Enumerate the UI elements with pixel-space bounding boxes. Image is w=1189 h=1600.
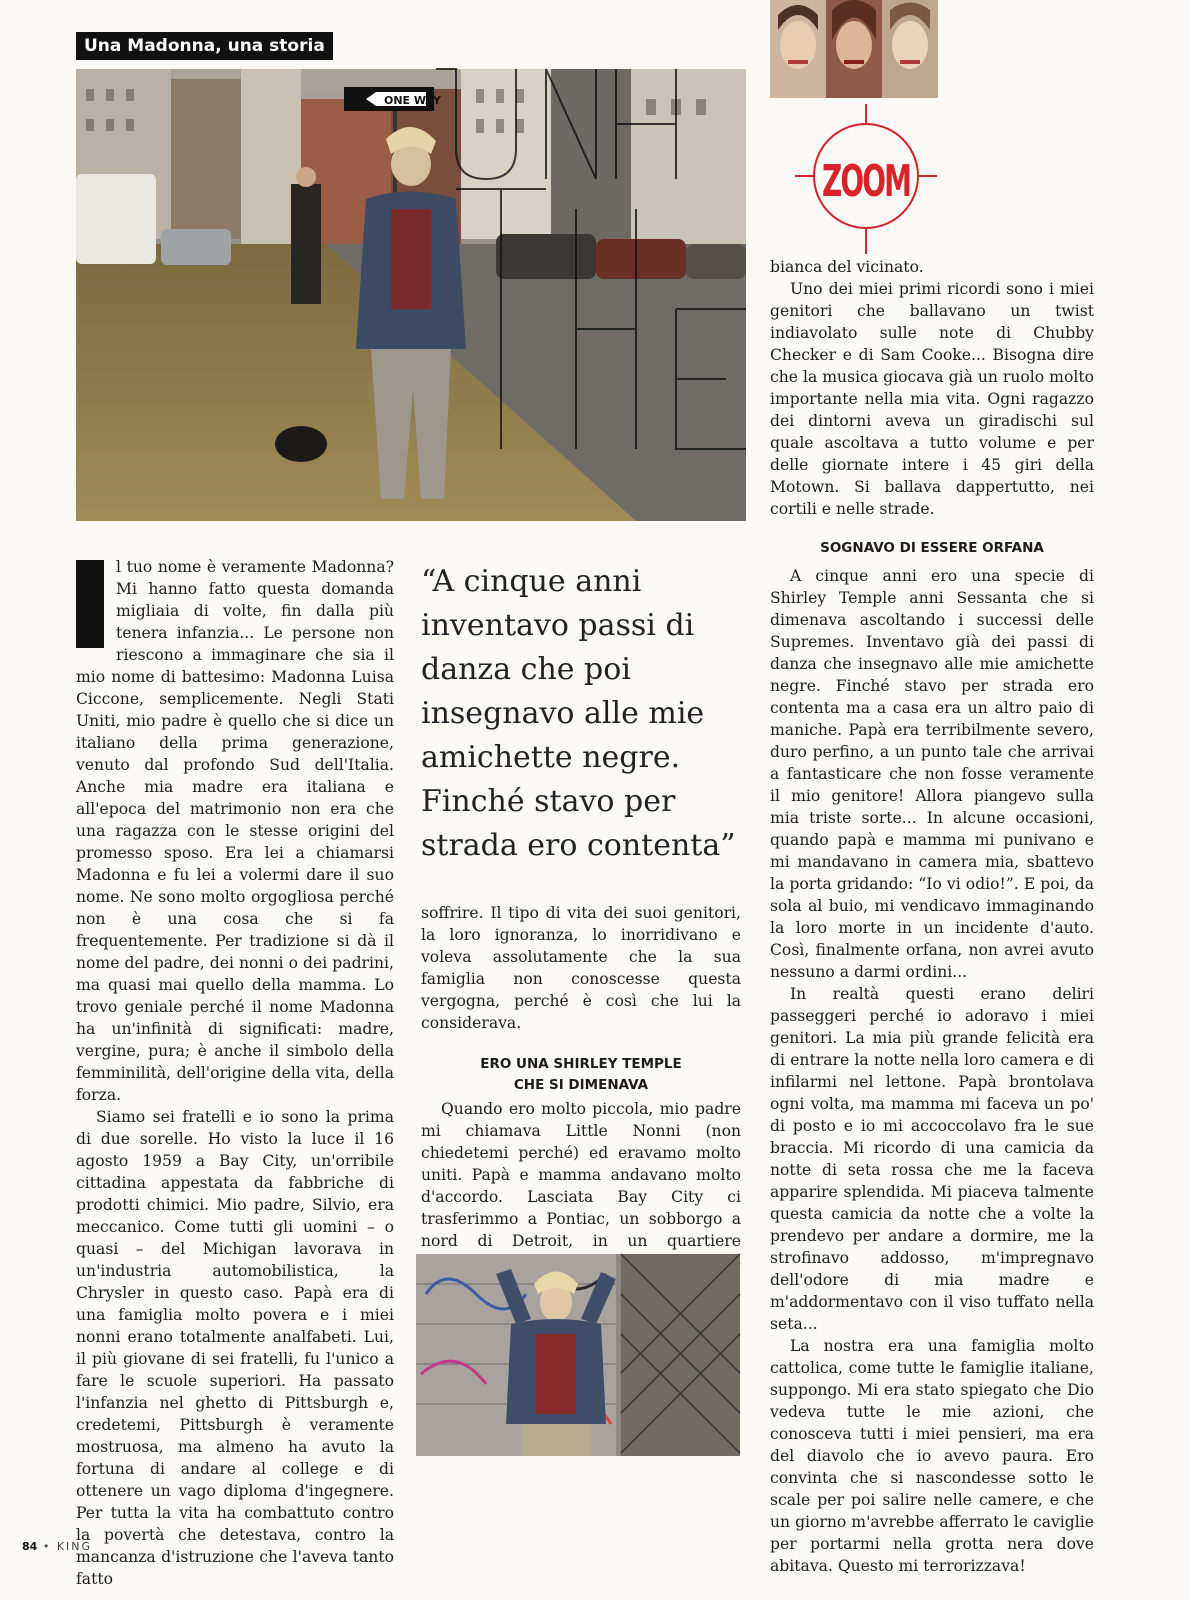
column-1-paragraph-2: Siamo sei fratelli e io sono la prima di due sorelle. Ho visto la luce il 16 agosto 1959 a Bay City, un'orribile cittadina appestata da fabbriche di prodotti chimici. Mio padre, Silvio, era meccanico. Come tutti gli uomini – o quasi – del Michigan lavorava in un'industria automobilistica, la Chrysler in questo caso. Papà era di una famiglia molto povera e i miei nonni erano totalmente analfabeti. Lui, il più giovane di sei fratelli, fu l'unico a fare le scuole superiori. Ha passato l'infanzia nel ghetto di Pittsburgh e, credetemi, Pittsburgh è veramente mostruosa, ma almeno ha avuto la fortuna di andare al college e di ottenere un vago diploma d'ingegnere. Per tutta la vita ha combattuto contro la povertà che detestava, contro la mancanza d'istruzione che l'aveva tanto fatto: [76, 1108, 394, 1588]
column-1-paragraph-1: l tuo nome è veramente Madonna? Mi hanno fatto questa domanda migliaia di volte, fin dalla più tenera infanzia... Le persone non riescono a immaginare che sia il mio nome di battesimo: Madonna Luisa Ciccone, semplicemente. Negli Stati Uniti, mio padre è quello che si dice un italiano della prima generazione, venuto dal profondo Sud dell'Italia. Anche mia madre era italiana e all'epoca del matrimonio non era che una ragazza con le stesse origini del promesso sposo. Era lei a chiamarsi Madonna e fu lei a volermi dare il suo nome. Ne sono molto orgogliosa perché non è una cosa che si fa frequentemente. Per tradizione si dà il nome del padre, dei nonni o dei padrini, ma quasi mai quello della mamma. Lo trovo geniale perché il nome Madonna ha un'infinità di significati: madre, vergine, pura; è anche il simbolo della femminilità, dell'origine della vita, della forza.: [76, 558, 394, 1104]
subhead-line-1: ERO UNA SHIRLEY TEMPLE: [480, 1056, 682, 1072]
graffiti-photo: [416, 1254, 740, 1456]
column-3-paragraph-1: Uno dei miei primi ricordi sono i miei genitori che ballavano un twist indiavolato sulle note di Chubby Checker e di Sam Cooke... Bisogna dire che la musica giocava già un ruolo molto importante nella mia vita. Ogni ragazzo dei dintorni aveva un giradischi sul quale ascoltava a tutto volume e per delle giornate intere i 45 giri della Motown. Si ballava dappertutto, nei cortili e nelle strade.: [770, 280, 1094, 518]
pull-quote: “A cinque anni inventavo passi di danza che poi insegnavo alle mie amichette negre. Finché stavo per strada ero contenta”: [421, 564, 736, 863]
face-portraits-strip: [770, 0, 938, 98]
page-number: 84: [22, 1540, 38, 1553]
article-column-3: [770, 256, 1094, 1577]
article-column-1: [76, 556, 394, 1590]
column-3-paragraph-4: La nostra era una famiglia molto cattolica, come tutte le famiglie italiane, suppongo. Mi era stato spiegato che Dio vedeva tutte le mie azioni, che conosceva tutti i miei pensieri, ma era del diavolo che io avevo paura. Ero convinta che si nascondesse sotto le scale per poi salire nelle camere, e che un giorno m'avrebbe afferrato le caviglie per portarmi nella grotta nera dove abitava. Questo mi terrorizzava!: [770, 1337, 1094, 1575]
article-column-2: [421, 902, 741, 1296]
zoom-logo-text: ZOOM: [822, 156, 910, 207]
subhead-shirley-temple: [421, 1054, 741, 1096]
column-2-paragraph-1: soffrire. Il tipo di vita dei suoi genitori, la loro ignoranza, lo inorridivano e voleva assolutamente che la sua famiglia non conoscesse questa vergogna, perché è così che lui la considerava.: [421, 904, 741, 1032]
page-footer: [22, 1540, 92, 1553]
column-3-paragraph-0: bianca del vicinato.: [770, 258, 924, 276]
drop-cap: [76, 560, 104, 648]
column-2-paragraph-2-start: Quando ero molto piccola, mio padre mi chiamava Little Nonni (non chiedetemi perché) ed eravamo molto uniti. Papà e mamma andavano molto d'accordo. Lasciata Bay City ci trasferimmo a Pontiac, un sobborgo a nord di Detroit, in un quartiere: [421, 1100, 741, 1250]
magazine-name: KING: [56, 1540, 93, 1553]
column-3-paragraph-2: A cinque anni ero una specie di Shirley Temple anni Sessanta che si dimenava ascoltando i successi delle Supremes. Inventavo già dei passi di danza che insegnavo alle mie amichette negre. Finché stavo per strada ero contenta ma a casa era un altro paio di maniche. Papà era terribilmente severo, duro perfino, a un punto tale che arrivai a fantasticare che non fosse veramente il mio genitore! Allora piangevo sulla mia triste sorte... In alcune occasioni, quando papà e mamma mi punivano e mi mandavano in camera mia, sbattevo la porta gridando: “Io vi odio!”. E poi, da sola al buio, mi vendicavo immaginando la loro morte in un incidente d'auto. Così, finalmente orfana, non avrei avuto nessuno a darmi ordini...: [770, 567, 1094, 981]
main-street-photo: [76, 69, 746, 521]
zoom-logo: [795, 104, 937, 254]
subhead-orfana: SOGNAVO DI ESSERE ORFANA: [820, 540, 1044, 556]
section-tag: Una Madonna, una storia: [76, 32, 333, 60]
column-3-paragraph-3: In realtà questi erano deliri passeggeri perché io adoravo i miei genitori. La mia più grande felicità era di entrare la notte nella loro camera e di infilarmi nel lettone. Papà brontolava ogni volta, ma mamma mi faceva un po' di posto e io mi accoccolavo fra le sue braccia. Mi ricordo di una camicia da notte di seta rossa che me la faceva apparire splendida. Mi piaceva talmente questa camicia da notte che a volte la prendevo per andare a dormire, me la strofinavo addosso, m'impregnavo dell'odore di mia madre e m'addormentavo con il viso tuffato nella seta...: [770, 985, 1094, 1333]
one-way-sign-text: ONE WAY: [384, 94, 441, 107]
footer-separator: •: [42, 1540, 52, 1553]
subhead-line-2: CHE SI DIMENAVA: [513, 1077, 649, 1093]
